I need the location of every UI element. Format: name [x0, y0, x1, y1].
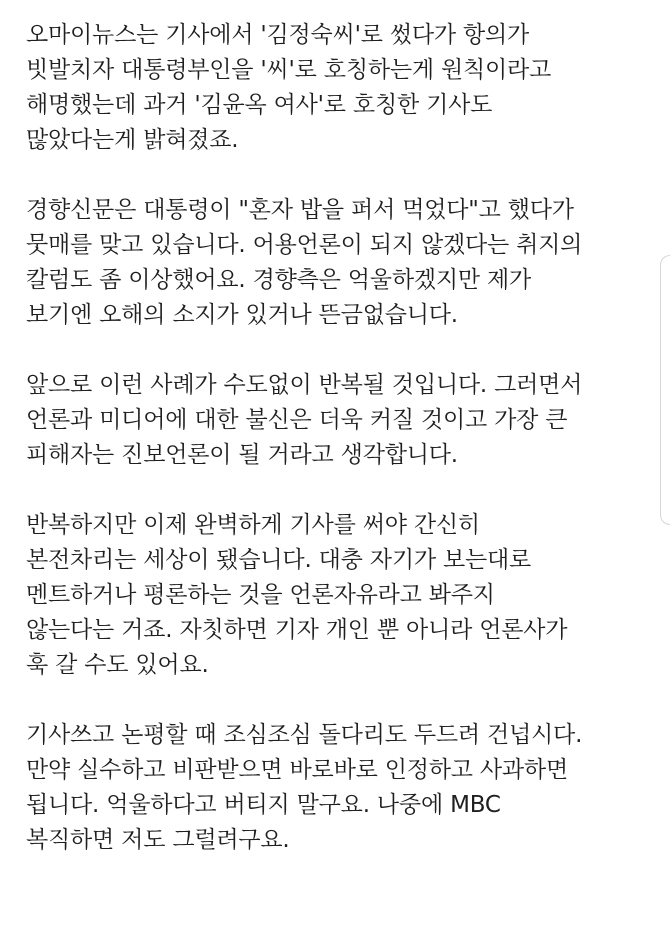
text-line: 됩니다. 억울하다고 버티지 말구요. 나중에 MBC — [26, 792, 501, 818]
text-line: 기사쓰고 논평할 때 조심조심 돌다리도 두드려 건넙시다. — [26, 722, 583, 748]
paragraph-3 — [26, 368, 646, 473]
post-body — [26, 18, 646, 893]
text-line: 언론과 미디어에 대한 불신은 더욱 커질 것이고 가장 큰 — [26, 407, 568, 433]
text-line: 보기엔 오해의 소지가 있거나 뜬금없습니다. — [26, 302, 458, 328]
text-line: 만약 실수하고 비판받으면 바로바로 인정하고 사과하면 — [26, 757, 568, 783]
text-line: 뭇매를 맞고 있습니다. 어용언론이 되지 않겠다는 취지의 — [26, 232, 583, 258]
text-line: 본전차리는 세상이 됐습니다. 대충 자기가 보는대로 — [26, 547, 532, 573]
side-handle[interactable] — [660, 255, 670, 525]
text-line: 해명했는데 과거 '김윤옥 여사'로 호칭한 기사도 — [26, 92, 493, 118]
paragraph-2 — [26, 193, 646, 333]
paragraph-5 — [26, 718, 646, 858]
text-line: 복직하면 저도 그럴려구요. — [26, 827, 290, 853]
text-line: 반복하지만 이제 완벽하게 기사를 써야 간신히 — [26, 512, 480, 538]
text-line: 경향신문은 대통령이 "혼자 밥을 퍼서 먹었다"고 했다가 — [26, 197, 574, 223]
text-line: 많았다는게 밝혀졌죠. — [26, 127, 239, 153]
text-line: 멘트하거나 평론하는 것을 언론자유라고 봐주지 — [26, 582, 495, 608]
text-line: 앞으로 이런 사례가 수도없이 반복될 것입니다. 그러면서 — [26, 372, 583, 398]
text-line: 칼럼도 좀 이상했어요. 경향측은 억울하겠지만 제가 — [26, 267, 532, 293]
text-line: 오마이뉴스는 기사에서 '김정숙씨'로 썼다가 항의가 — [26, 22, 530, 48]
text-line: 훅 갈 수도 있어요. — [26, 652, 209, 678]
paragraph-1 — [26, 18, 646, 158]
text-line: 않는다는 거죠. 자칫하면 기자 개인 뿐 아니라 언론사가 — [26, 617, 568, 643]
text-line: 빗발치자 대통령부인을 '씨'로 호칭하는게 원칙이라고 — [26, 57, 552, 83]
paragraph-4 — [26, 508, 646, 683]
text-line: 피해자는 진보언론이 될 거라고 생각합니다. — [26, 442, 458, 468]
